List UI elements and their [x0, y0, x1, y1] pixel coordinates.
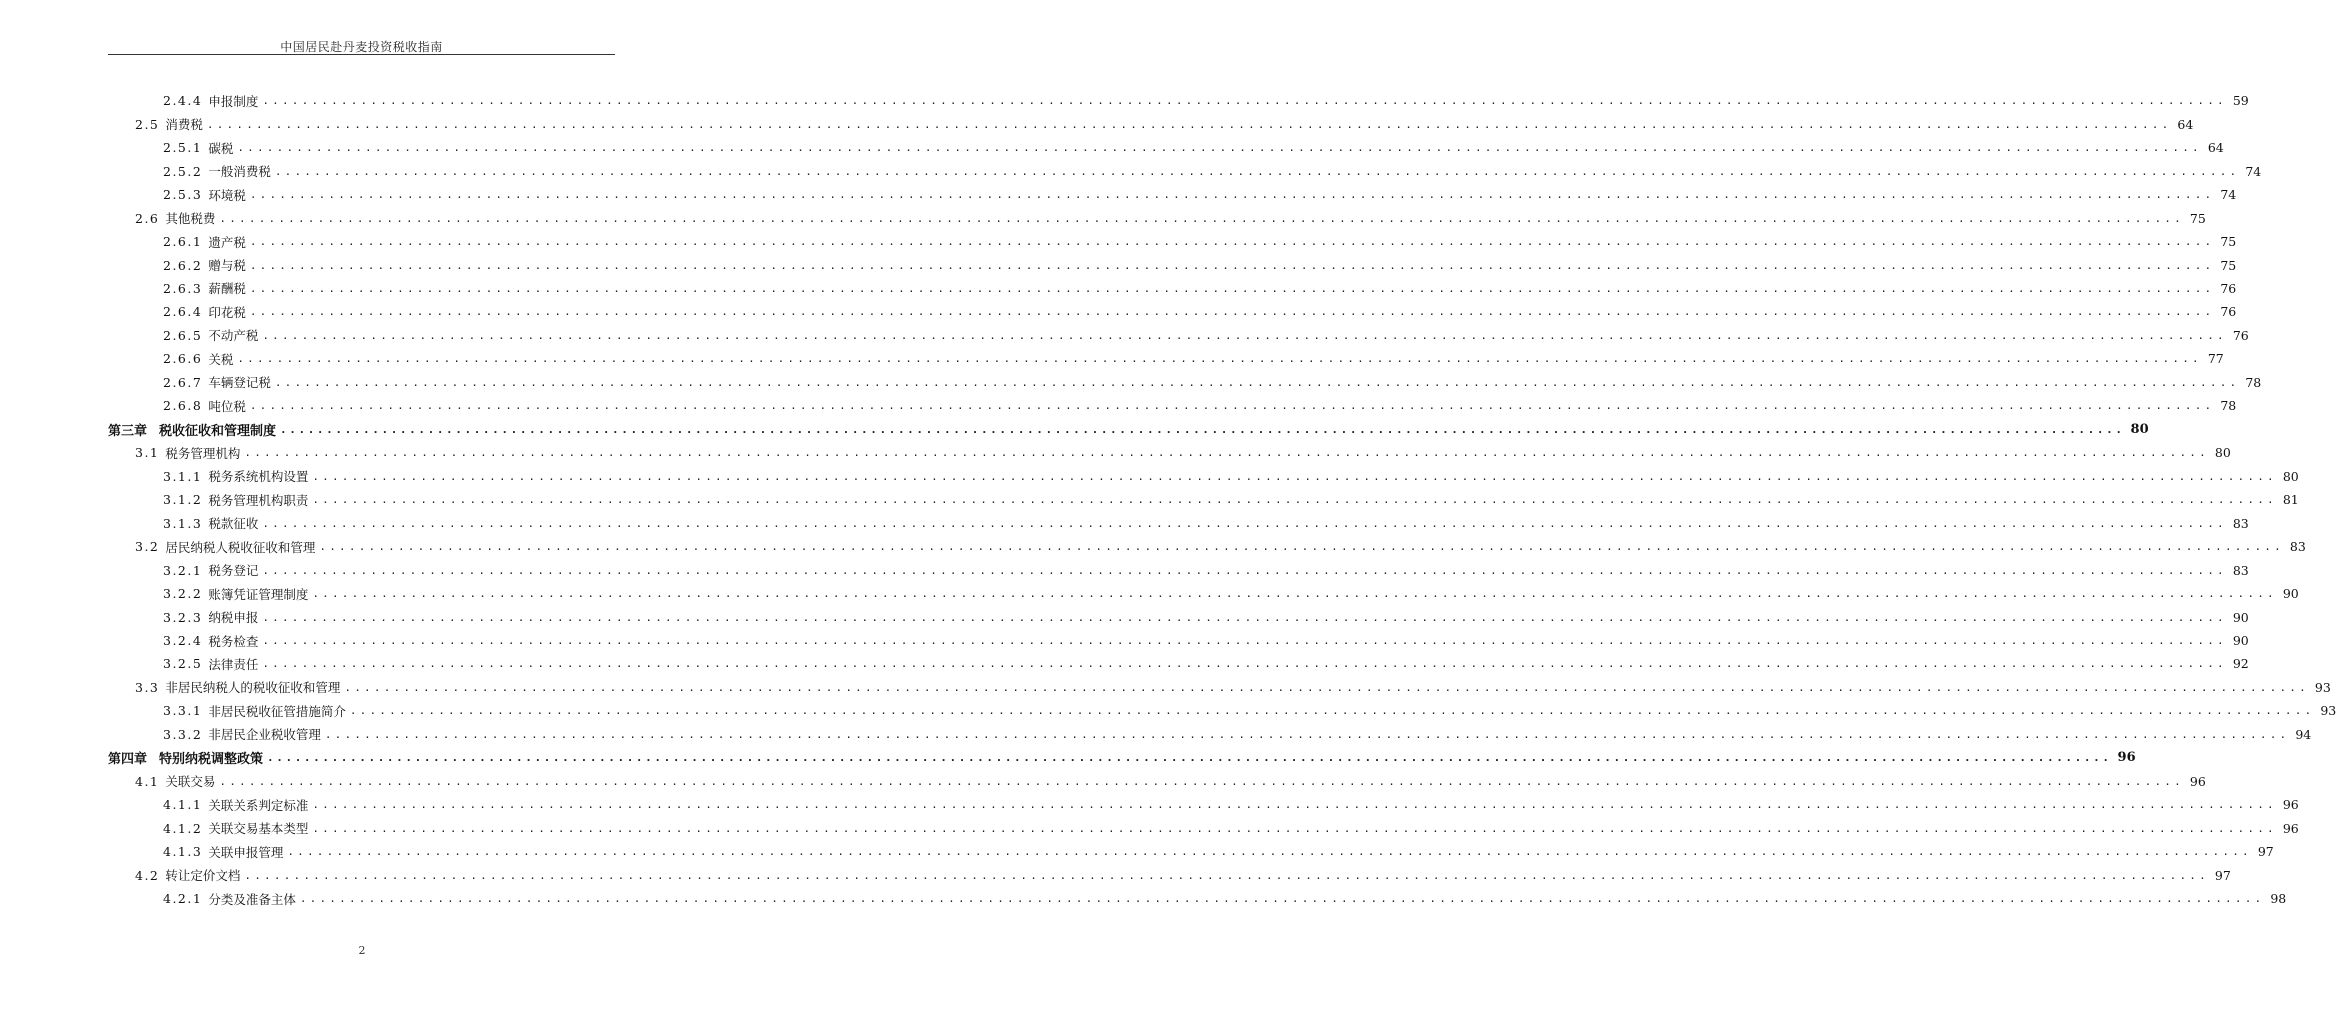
toc-entry-title: 申报制度 [208, 93, 259, 109]
toc-entry-title: 一般消费税 [208, 164, 271, 180]
toc-entry-number: 2.4.4 [163, 93, 203, 109]
toc-entry-page: 77 [2207, 351, 2224, 367]
toc-entry-page: 76 [2220, 280, 2237, 296]
toc-entry-number: 4.2 [135, 867, 160, 883]
toc-dot-leader: ........................................................................................................................................................................................................ [262, 657, 2227, 671]
toc-dot-leader: ........................................................................................................................................................................................................ [312, 469, 2277, 483]
toc-dot-leader: ........................................................................................................................................................................................................ [280, 422, 2125, 436]
toc-dot-leader: ........................................................................................................................................................................................................ [249, 258, 2215, 272]
toc-entry-number: 3.2.5 [163, 656, 203, 672]
toc-entry-page: 93 [2320, 703, 2336, 719]
toc-entry-page: 59 [2232, 93, 2249, 109]
toc-entry[interactable] [163, 511, 2249, 534]
toc-dot-leader: ........................................................................................................................................................................................................ [244, 446, 2209, 460]
toc-entry[interactable] [163, 465, 2299, 488]
toc-entry[interactable] [163, 371, 2262, 394]
toc-entry-title: 居民纳税人税收征收和管理 [165, 539, 316, 555]
toc-entry-title: 纳税申报 [208, 610, 259, 626]
toc-dot-leader: ........................................................................................................................................................................................................ [312, 587, 2277, 601]
toc-entry-number: 3.2 [135, 539, 160, 555]
page-number: 2 [358, 944, 366, 957]
toc-entry-number: 3.2.4 [163, 633, 203, 649]
toc-entry-page: 92 [2232, 656, 2249, 672]
toc-entry[interactable] [163, 488, 2299, 511]
toc-entry-number: 2.6.7 [163, 374, 203, 390]
toc-dot-leader: ........................................................................................................................................................................................................ [249, 281, 2215, 295]
toc-entry-number: 3.2.3 [163, 609, 203, 625]
toc-entry-number: 3.3 [135, 679, 160, 695]
toc-entry-title: 薪酬税 [208, 281, 246, 297]
toc-entry-title: 特别纳税调整政策 [159, 752, 264, 768]
toc-entry-title: 账簿凭证管理制度 [208, 586, 309, 602]
toc-entry-page: 80 [2130, 421, 2149, 437]
toc-dot-leader: ........................................................................................................................................................................................................ [319, 540, 2284, 554]
toc-entry[interactable] [163, 230, 2237, 253]
toc-entry-title: 税务检查 [208, 633, 259, 649]
toc-entry-number: 3.2.1 [163, 562, 203, 578]
toc-entry-number: 4.1.3 [163, 844, 203, 860]
toc-entry-page: 90 [2282, 586, 2299, 602]
toc-entry[interactable] [163, 136, 2224, 159]
toc-dot-leader: ........................................................................................................................................................................................................ [274, 375, 2240, 389]
toc-entry-page: 64 [2207, 140, 2224, 156]
toc-entry-page: 76 [2232, 327, 2249, 343]
toc-dot-leader: ........................................................................................................................................................................................................ [249, 188, 2215, 202]
toc-entry-number: 2.6.3 [163, 280, 203, 296]
page-header: 中国居民赴丹麦投资税收指南 [280, 40, 443, 54]
toc-dot-leader: ........................................................................................................................................................................................................ [312, 821, 2277, 835]
toc-entry-page: 97 [2257, 844, 2274, 860]
toc-entry-page: 74 [2245, 163, 2262, 179]
toc-dot-leader: ........................................................................................................................................................................................................ [312, 798, 2277, 812]
toc-dot-leader: ........................................................................................................................................................................................................ [249, 399, 2215, 413]
toc-entry-number: 2.6.8 [163, 398, 203, 414]
toc-dot-leader: ........................................................................................................................................................................................................ [262, 563, 2227, 577]
toc-entry-number: 4.1.1 [163, 797, 203, 813]
toc-entry-title: 分类及准备主体 [208, 891, 296, 907]
toc-entry-number: 2.5 [135, 116, 160, 132]
toc-entry-number: 3.1 [135, 445, 160, 461]
toc-entry[interactable] [163, 183, 2237, 206]
toc-entry[interactable] [163, 89, 2249, 112]
toc-entry-page: 96 [2117, 750, 2136, 766]
toc-dot-leader: ........................................................................................................................................................................................................ [249, 235, 2215, 249]
toc-entry-page: 75 [2189, 210, 2206, 226]
toc-entry-title: 税务登记 [208, 563, 259, 579]
toc-entry-page: 81 [2282, 492, 2299, 508]
toc-entry[interactable] [163, 887, 2287, 910]
toc-entry-page: 96 [2189, 773, 2206, 789]
toc-entry-page: 74 [2220, 187, 2237, 203]
toc-entry-page: 83 [2289, 539, 2306, 555]
toc-entry-title: 环境税 [208, 187, 246, 203]
toc-entry[interactable] [163, 699, 2336, 722]
toc-entry-page: 78 [2220, 398, 2237, 414]
toc-entry-number: 3.3.1 [163, 703, 203, 719]
toc-entry-title: 关联关系判定标准 [208, 797, 309, 813]
toc-dot-leader: ........................................................................................................................................................................................................ [344, 680, 2309, 694]
toc-entry-number: 2.6.1 [163, 234, 203, 250]
toc-entry-title: 消费税 [165, 117, 203, 133]
toc-entry-title: 税款征收 [208, 516, 259, 532]
toc-entry-page: 93 [2314, 679, 2331, 695]
toc-dot-leader: ........................................................................................................................................................................................................ [324, 727, 2290, 741]
toc-entry-title: 关联交易基本类型 [208, 821, 309, 837]
toc-dot-leader: ........................................................................................................................................................................................................ [206, 117, 2172, 131]
toc-entry[interactable] [163, 394, 2237, 417]
toc-entry-title: 税务管理机构 [165, 445, 241, 461]
toc-entry[interactable] [163, 300, 2237, 323]
toc-entry[interactable] [163, 582, 2299, 605]
toc-entry-title: 吨位税 [208, 398, 246, 414]
toc-dot-leader: ........................................................................................................................................................................................................ [262, 328, 2227, 342]
toc-entry-number: 2.5.3 [163, 187, 203, 203]
toc-entry-title: 关联交易 [165, 774, 216, 790]
toc-entry-page: 94 [2295, 726, 2312, 742]
toc-dot-leader: ........................................................................................................................................................................................................ [244, 868, 2209, 882]
toc-dot-leader: ........................................................................................................................................................................................................ [219, 211, 2184, 225]
toc-entry-title: 税收征收和管理制度 [159, 423, 277, 439]
toc-entry-number: 第四章 [108, 752, 148, 768]
toc-entry[interactable] [163, 324, 2249, 347]
toc-entry-title: 关税 [208, 351, 234, 367]
toc-entry[interactable] [163, 253, 2237, 276]
toc-dot-leader: ........................................................................................................................................................................................................ [262, 516, 2227, 530]
toc-entry[interactable] [163, 558, 2249, 581]
toc-entry[interactable] [163, 652, 2249, 675]
toc-entry[interactable] [163, 840, 2274, 863]
toc-entry-title: 赠与税 [208, 258, 246, 274]
toc-dot-leader: ........................................................................................................................................................................................................ [274, 164, 2240, 178]
toc-entry[interactable] [135, 535, 2306, 558]
toc-entry-number: 3.1.3 [163, 515, 203, 531]
toc-entry[interactable] [108, 418, 2149, 441]
toc-entry-page: 96 [2282, 797, 2299, 813]
toc-entry-title: 转让定价文档 [165, 868, 241, 884]
toc-entry-page: 98 [2270, 891, 2287, 907]
toc-dot-leader: ........................................................................................................................................................................................................ [262, 610, 2227, 624]
toc-entry[interactable] [163, 605, 2249, 628]
toc-entry-page: 75 [2220, 234, 2237, 250]
toc-dot-leader: ........................................................................................................................................................................................................ [237, 352, 2202, 366]
toc-entry-title: 印花税 [208, 304, 246, 320]
toc-entry-number: 4.2.1 [163, 891, 203, 907]
toc-entry-title: 其他税费 [165, 211, 216, 227]
toc-dot-leader: ........................................................................................................................................................................................................ [219, 774, 2184, 788]
toc-entry[interactable] [163, 629, 2249, 652]
toc-entry-number: 2.5.1 [163, 140, 203, 156]
toc-entry-page: 96 [2282, 820, 2299, 836]
toc-entry-page: 64 [2177, 116, 2194, 132]
toc-entry-title: 税务管理机构职责 [208, 492, 309, 508]
toc-entry[interactable] [163, 277, 2237, 300]
toc-entry-number: 2.5.2 [163, 163, 203, 179]
toc-entry-number: 3.2.2 [163, 586, 203, 602]
toc-entry[interactable] [163, 159, 2262, 182]
toc-entry-number: 2.6 [135, 210, 160, 226]
toc-entry[interactable] [163, 347, 2224, 370]
toc-entry-number: 2.6.5 [163, 327, 203, 343]
toc-dot-leader: ........................................................................................................................................................................................................ [267, 751, 2112, 765]
toc-entry[interactable] [135, 112, 2194, 135]
toc-entry-page: 75 [2220, 257, 2237, 273]
toc-entry-page: 97 [2214, 867, 2231, 883]
toc-dot-leader: ........................................................................................................................................................................................................ [287, 845, 2252, 859]
table-of-contents [0, 89, 2336, 910]
toc-entry[interactable] [135, 441, 2231, 464]
toc-entry[interactable] [108, 746, 2136, 769]
toc-entry-title: 法律责任 [208, 656, 259, 672]
toc-entry-title: 非居民纳税人的税收征收和管理 [165, 680, 341, 696]
toc-dot-leader: ........................................................................................................................................................................................................ [249, 305, 2215, 319]
toc-entry-title: 非居民企业税收管理 [208, 727, 321, 743]
toc-entry-number: 3.1.1 [163, 468, 203, 484]
toc-entry-page: 78 [2245, 374, 2262, 390]
toc-dot-leader: ........................................................................................................................................................................................................ [237, 141, 2202, 155]
toc-entry-title: 关联申报管理 [208, 844, 284, 860]
toc-dot-leader: ........................................................................................................................................................................................................ [299, 892, 2265, 906]
toc-entry-title: 税务系统机构设置 [208, 469, 309, 485]
toc-dot-leader: ........................................................................................................................................................................................................ [312, 493, 2277, 507]
toc-entry[interactable] [163, 723, 2312, 746]
toc-entry-page: 80 [2282, 468, 2299, 484]
toc-entry[interactable] [135, 676, 2331, 699]
toc-dot-leader: ........................................................................................................................................................................................................ [349, 704, 2315, 718]
toc-entry-page: 83 [2232, 562, 2249, 578]
toc-entry[interactable] [163, 793, 2299, 816]
toc-entry[interactable] [135, 863, 2231, 886]
toc-dot-leader: ........................................................................................................................................................................................................ [262, 634, 2227, 648]
toc-entry-number: 3.3.2 [163, 726, 203, 742]
toc-entry-title: 非居民税收征管措施简介 [208, 703, 346, 719]
toc-entry-title: 车辆登记税 [208, 375, 271, 391]
toc-entry-title: 不动产税 [208, 328, 259, 344]
toc-entry[interactable] [163, 817, 2299, 840]
toc-entry-number: 2.6.6 [163, 351, 203, 367]
toc-entry-title: 遗产税 [208, 234, 246, 250]
toc-entry[interactable] [135, 206, 2206, 229]
toc-entry-number: 4.1 [135, 773, 160, 789]
toc-entry-page: 83 [2232, 515, 2249, 531]
toc-entry-number: 3.1.2 [163, 492, 203, 508]
toc-entry-number: 4.1.2 [163, 820, 203, 836]
header-divider [108, 54, 615, 55]
toc-entry-page: 90 [2232, 609, 2249, 625]
toc-entry[interactable] [135, 770, 2206, 793]
toc-entry-page: 80 [2214, 445, 2231, 461]
toc-entry-number: 2.6.2 [163, 257, 203, 273]
toc-entry-number: 2.6.4 [163, 304, 203, 320]
toc-entry-number: 第三章 [108, 423, 148, 439]
toc-entry-title: 碳税 [208, 140, 234, 156]
toc-dot-leader: ........................................................................................................................................................................................................ [262, 94, 2227, 108]
toc-entry-page: 90 [2232, 633, 2249, 649]
toc-entry-page: 76 [2220, 304, 2237, 320]
